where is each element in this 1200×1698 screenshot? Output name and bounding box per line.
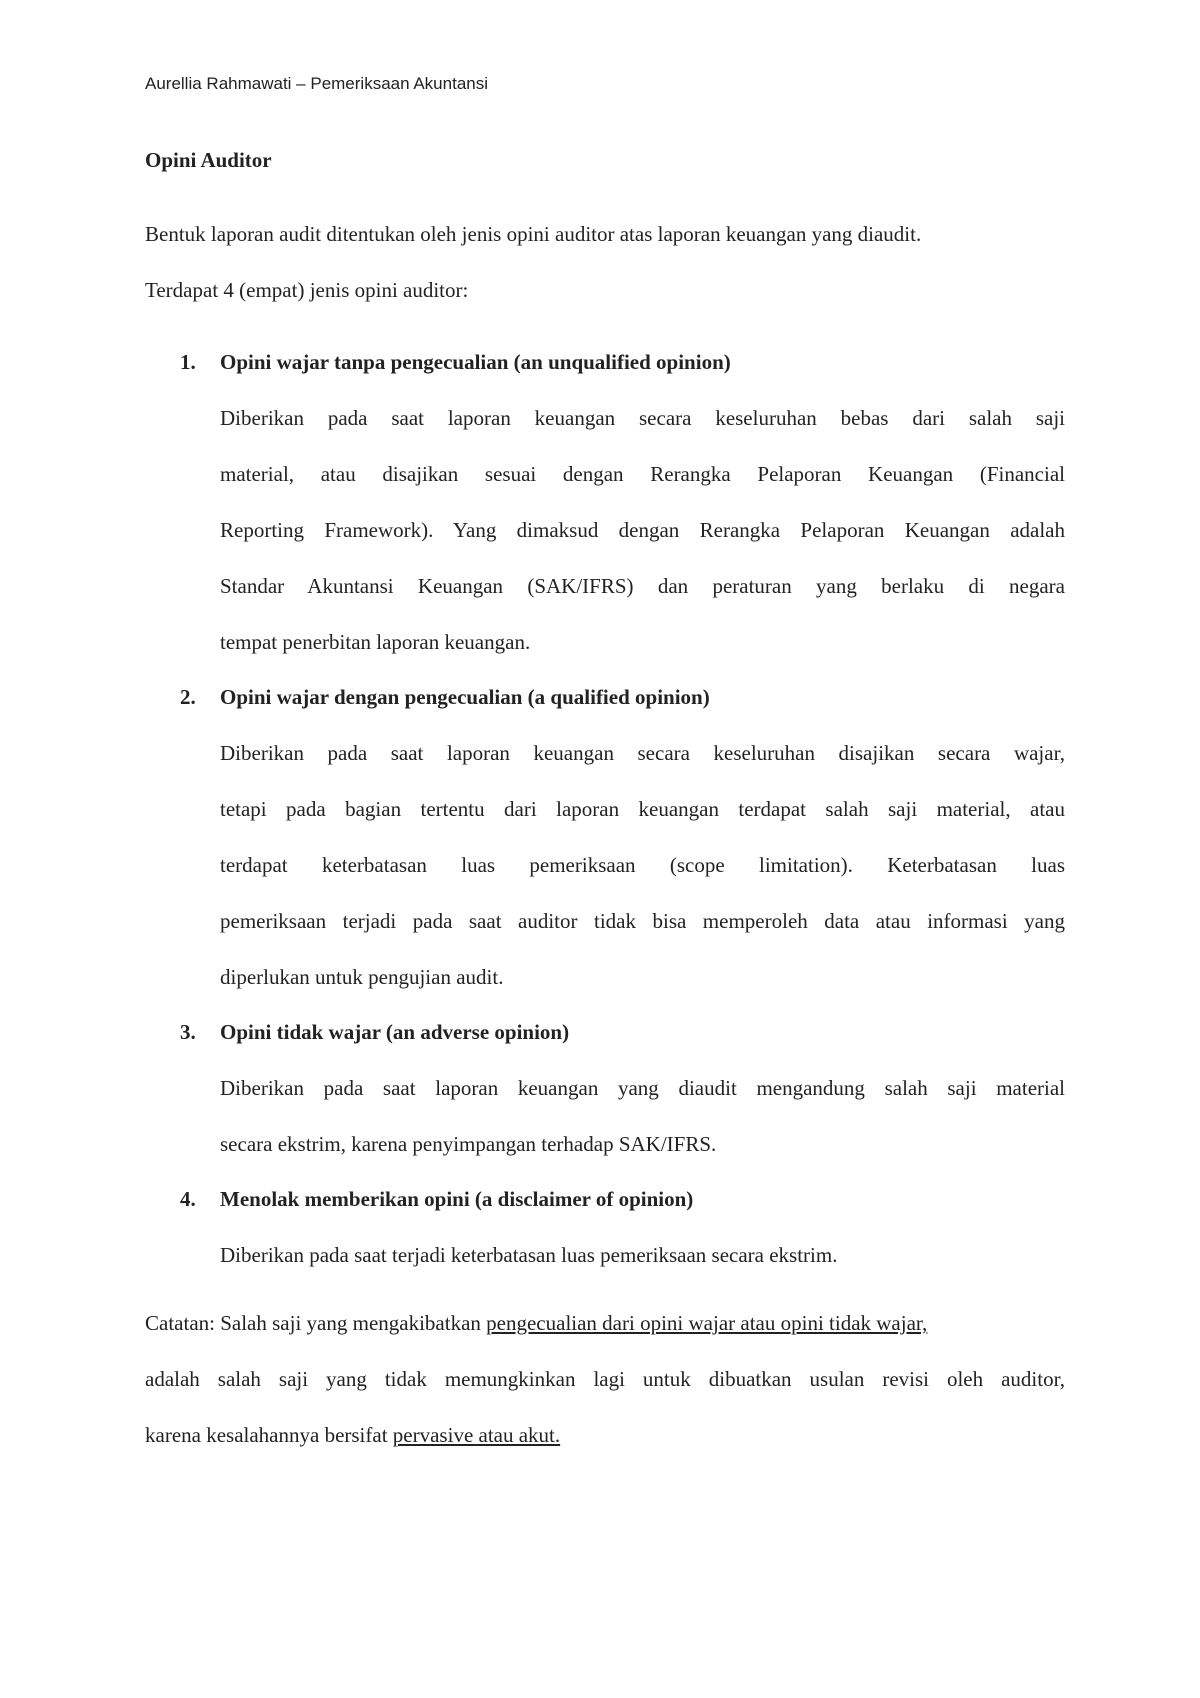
- note-line-1: [145, 1311, 927, 1336]
- list-item-line: Diberikan pada saat laporan keuangan secara keseluruhan bebas dari salah saji: [220, 406, 1065, 430]
- list-item-line: Reporting Framework). Yang dimaksud dengan Rerangka Pelaporan Keuangan adalah: [220, 518, 1065, 542]
- list-item-title: Opini wajar tanpa pengecualian (an unqualified opinion): [220, 350, 731, 374]
- list-item-number: 2.: [180, 685, 196, 709]
- list-item-line: Diberikan pada saat laporan keuangan secara keseluruhan disajikan secara wajar,: [220, 741, 1065, 765]
- list-item-heading: [180, 350, 731, 375]
- list-item-line: diperlukan untuk pengujian audit.: [220, 965, 504, 989]
- note-line3-prefix: karena kesalahannya bersifat: [145, 1423, 393, 1447]
- list-item-number: 3.: [180, 1020, 196, 1044]
- list-item-title: Opini wajar dengan pengecualian (a qualified opinion): [220, 685, 710, 709]
- page-title: Opini Auditor: [145, 148, 272, 172]
- note-line-3: [145, 1423, 560, 1448]
- list-item-number: 1.: [180, 350, 196, 374]
- note-line-2: adalah salah saji yang tidak memungkinkan lagi untuk dibuatkan usulan revisi oleh auditor,: [145, 1367, 1065, 1391]
- list-item-line: Diberikan pada saat terjadi keterbatasan luas pemeriksaan secara ekstrim.: [220, 1243, 838, 1267]
- list-item-line: terdapat keterbatasan luas pemeriksaan (scope limitation). Keterbatasan luas: [220, 853, 1065, 877]
- list-item-line: material, atau disajikan sesuai dengan Rerangka Pelaporan Keuangan (Financial: [220, 462, 1065, 486]
- list-item-heading: [180, 685, 710, 710]
- note-prefix: Catatan: Salah saji yang mengakibatkan: [145, 1311, 487, 1335]
- list-item-heading: [180, 1187, 693, 1212]
- list-item-line: Standar Akuntansi Keuangan (SAK/IFRS) dan peraturan yang berlaku di negara: [220, 574, 1065, 598]
- intro-line-2: Terdapat 4 (empat) jenis opini auditor:: [145, 278, 469, 302]
- list-item-line: tempat penerbitan laporan keuangan.: [220, 630, 531, 654]
- note-underline-2: pervasive atau akut.: [392, 1423, 561, 1447]
- list-item-heading: [180, 1020, 569, 1045]
- list-item-title: Opini tidak wajar (an adverse opinion): [220, 1020, 570, 1044]
- page-header: Aurellia Rahmawati – Pemeriksaan Akuntansi: [145, 74, 489, 93]
- list-item-line: secara ekstrim, karena penyimpangan terhadap SAK/IFRS.: [220, 1132, 717, 1156]
- intro-line-1: Bentuk laporan audit ditentukan oleh jenis opini auditor atas laporan keuangan yang diaudit.: [145, 222, 922, 246]
- note-underline-1: pengecualian dari opini wajar atau opini tidak wajar,: [486, 1311, 928, 1335]
- list-item-line: tetapi pada bagian tertentu dari laporan keuangan terdapat salah saji material, atau: [220, 797, 1065, 821]
- list-item-number: 4.: [180, 1187, 196, 1211]
- list-item-line: Diberikan pada saat laporan keuangan yang diaudit mengandung salah saji material: [220, 1076, 1065, 1100]
- list-item-title: Menolak memberikan opini (a disclaimer of opinion): [220, 1187, 694, 1211]
- list-item-line: pemeriksaan terjadi pada saat auditor tidak bisa memperoleh data atau informasi yang: [220, 909, 1065, 933]
